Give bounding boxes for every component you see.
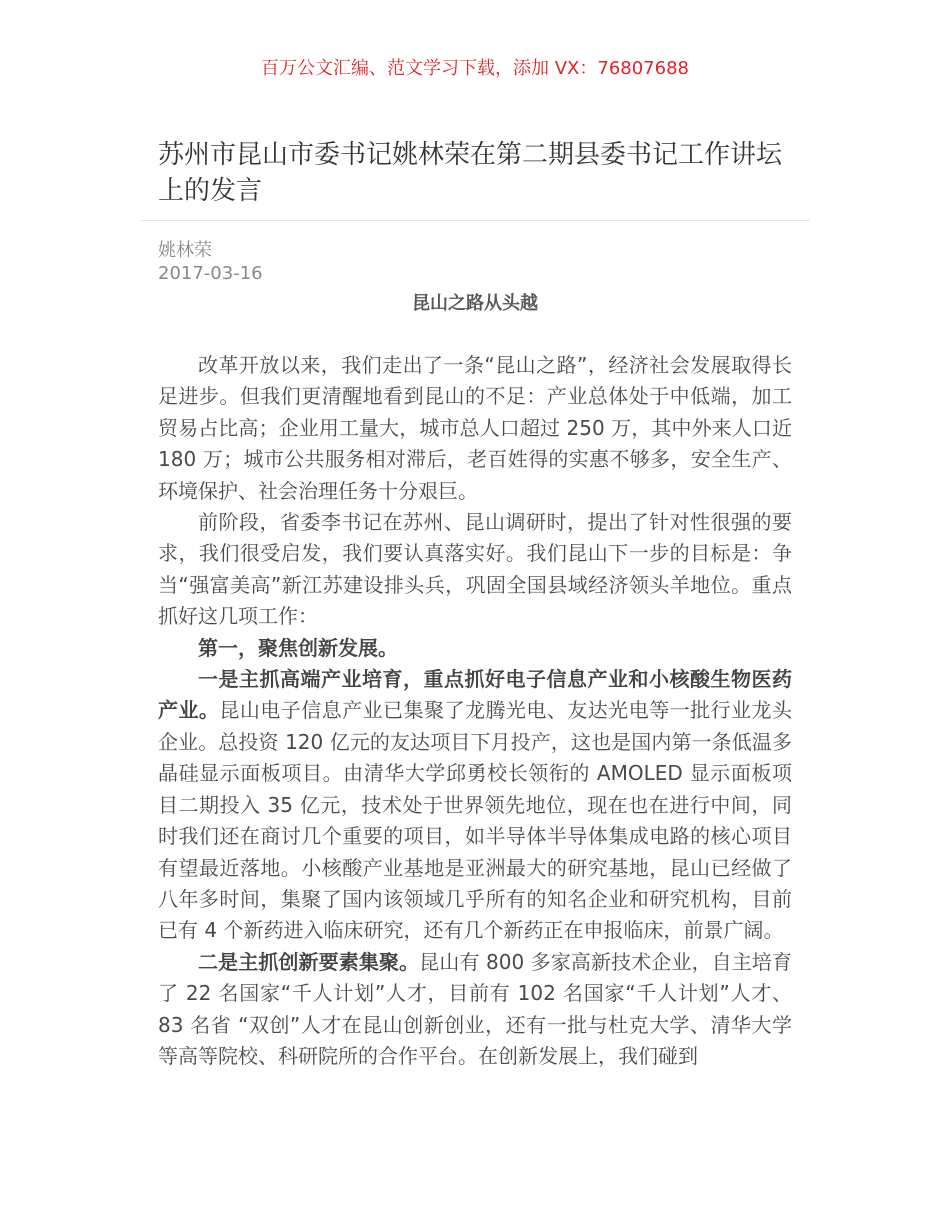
paragraph-industry	[158, 664, 792, 947]
paragraph-goals: 前阶段，省委李书记在苏州、昆山调研时，提出了针对性很强的要求，我们很受启发，我们要认真落实好。我们昆山下一步的目标是：争当“强富美高”新江苏建设排头兵，巩固全国县域经济领头羊地位。重点抓好这几项工作：	[158, 510, 792, 629]
paragraph-talent	[158, 947, 792, 1073]
paragraph-intro: 改革开放以来，我们走出了一条“昆山之路”，经济社会发展取得长足进步。但我们更清醒地看到昆山的不足：产业总体处于中低端，加工贸易占比高；企业用工量大，城市总人口超过 250 万，其中外来人口近 180 万；城市公共服务相对滞后，老百姓得的实惠不够多，安全生产、环境保护、社会治理任务十分艰巨。	[158, 353, 792, 503]
article-date: 2017-03-16	[158, 263, 263, 284]
section-heading: 第一，聚焦创新发展。	[198, 635, 398, 660]
article-author: 姚林荣	[158, 240, 212, 261]
article-body	[158, 350, 792, 1072]
title-divider	[140, 220, 810, 221]
paragraph-heading-innovation	[158, 633, 792, 664]
paragraph-lead-industry: 一是主抓高端产业培育，重点抓好电子信息产业和小核酸生物医药产业。	[158, 667, 792, 723]
paragraph-text-talent: 昆山有 800 多家高新技术企业，自主培育了 22 名国家“千人计划”人才，目前有 102 名国家“千人计划”人才、83 名省 “双创”人才在昆山创新创业，还有一批与杜克大学、清华大学等高等院校、科研院所的合作平台。在创新发展上，我们碰到	[158, 949, 793, 1068]
article-title: 苏州市昆山市委书记姚林荣在第二期县委书记工作讲坛上的发言	[158, 140, 783, 206]
paragraph-lead-talent: 二是主抓创新要素集聚。	[198, 949, 420, 974]
paragraph-text-industry: 昆山电子信息产业已集聚了龙腾光电、友达光电等一批行业龙头企业。总投资 120 亿元的友达项目下月投产，这也是国内第一条低温多晶硅显示面板项目。由清华大学邱勇校长领衔的 AMOLED 显示面板项目二期投入 35 亿元，技术处于世界领先地位，现在也在进行中间，同时我们还在商讨几个重要的项目，如半导体半导体集成电路的核心项目有望最近落地。小核酸产业基地是亚洲最大的研究基地，昆山已经做了八年多时间，集聚了国内该领域几乎所有的知名企业和研究机构，目前已有 4 个新药进入临床研究，还有几个新药正在申报临床，前景广阔。	[158, 698, 793, 943]
download-banner: 百万公文汇编、范文学习下载，添加 VX：76807688	[261, 58, 689, 79]
article-subtitle: 昆山之路从头越	[412, 293, 538, 314]
